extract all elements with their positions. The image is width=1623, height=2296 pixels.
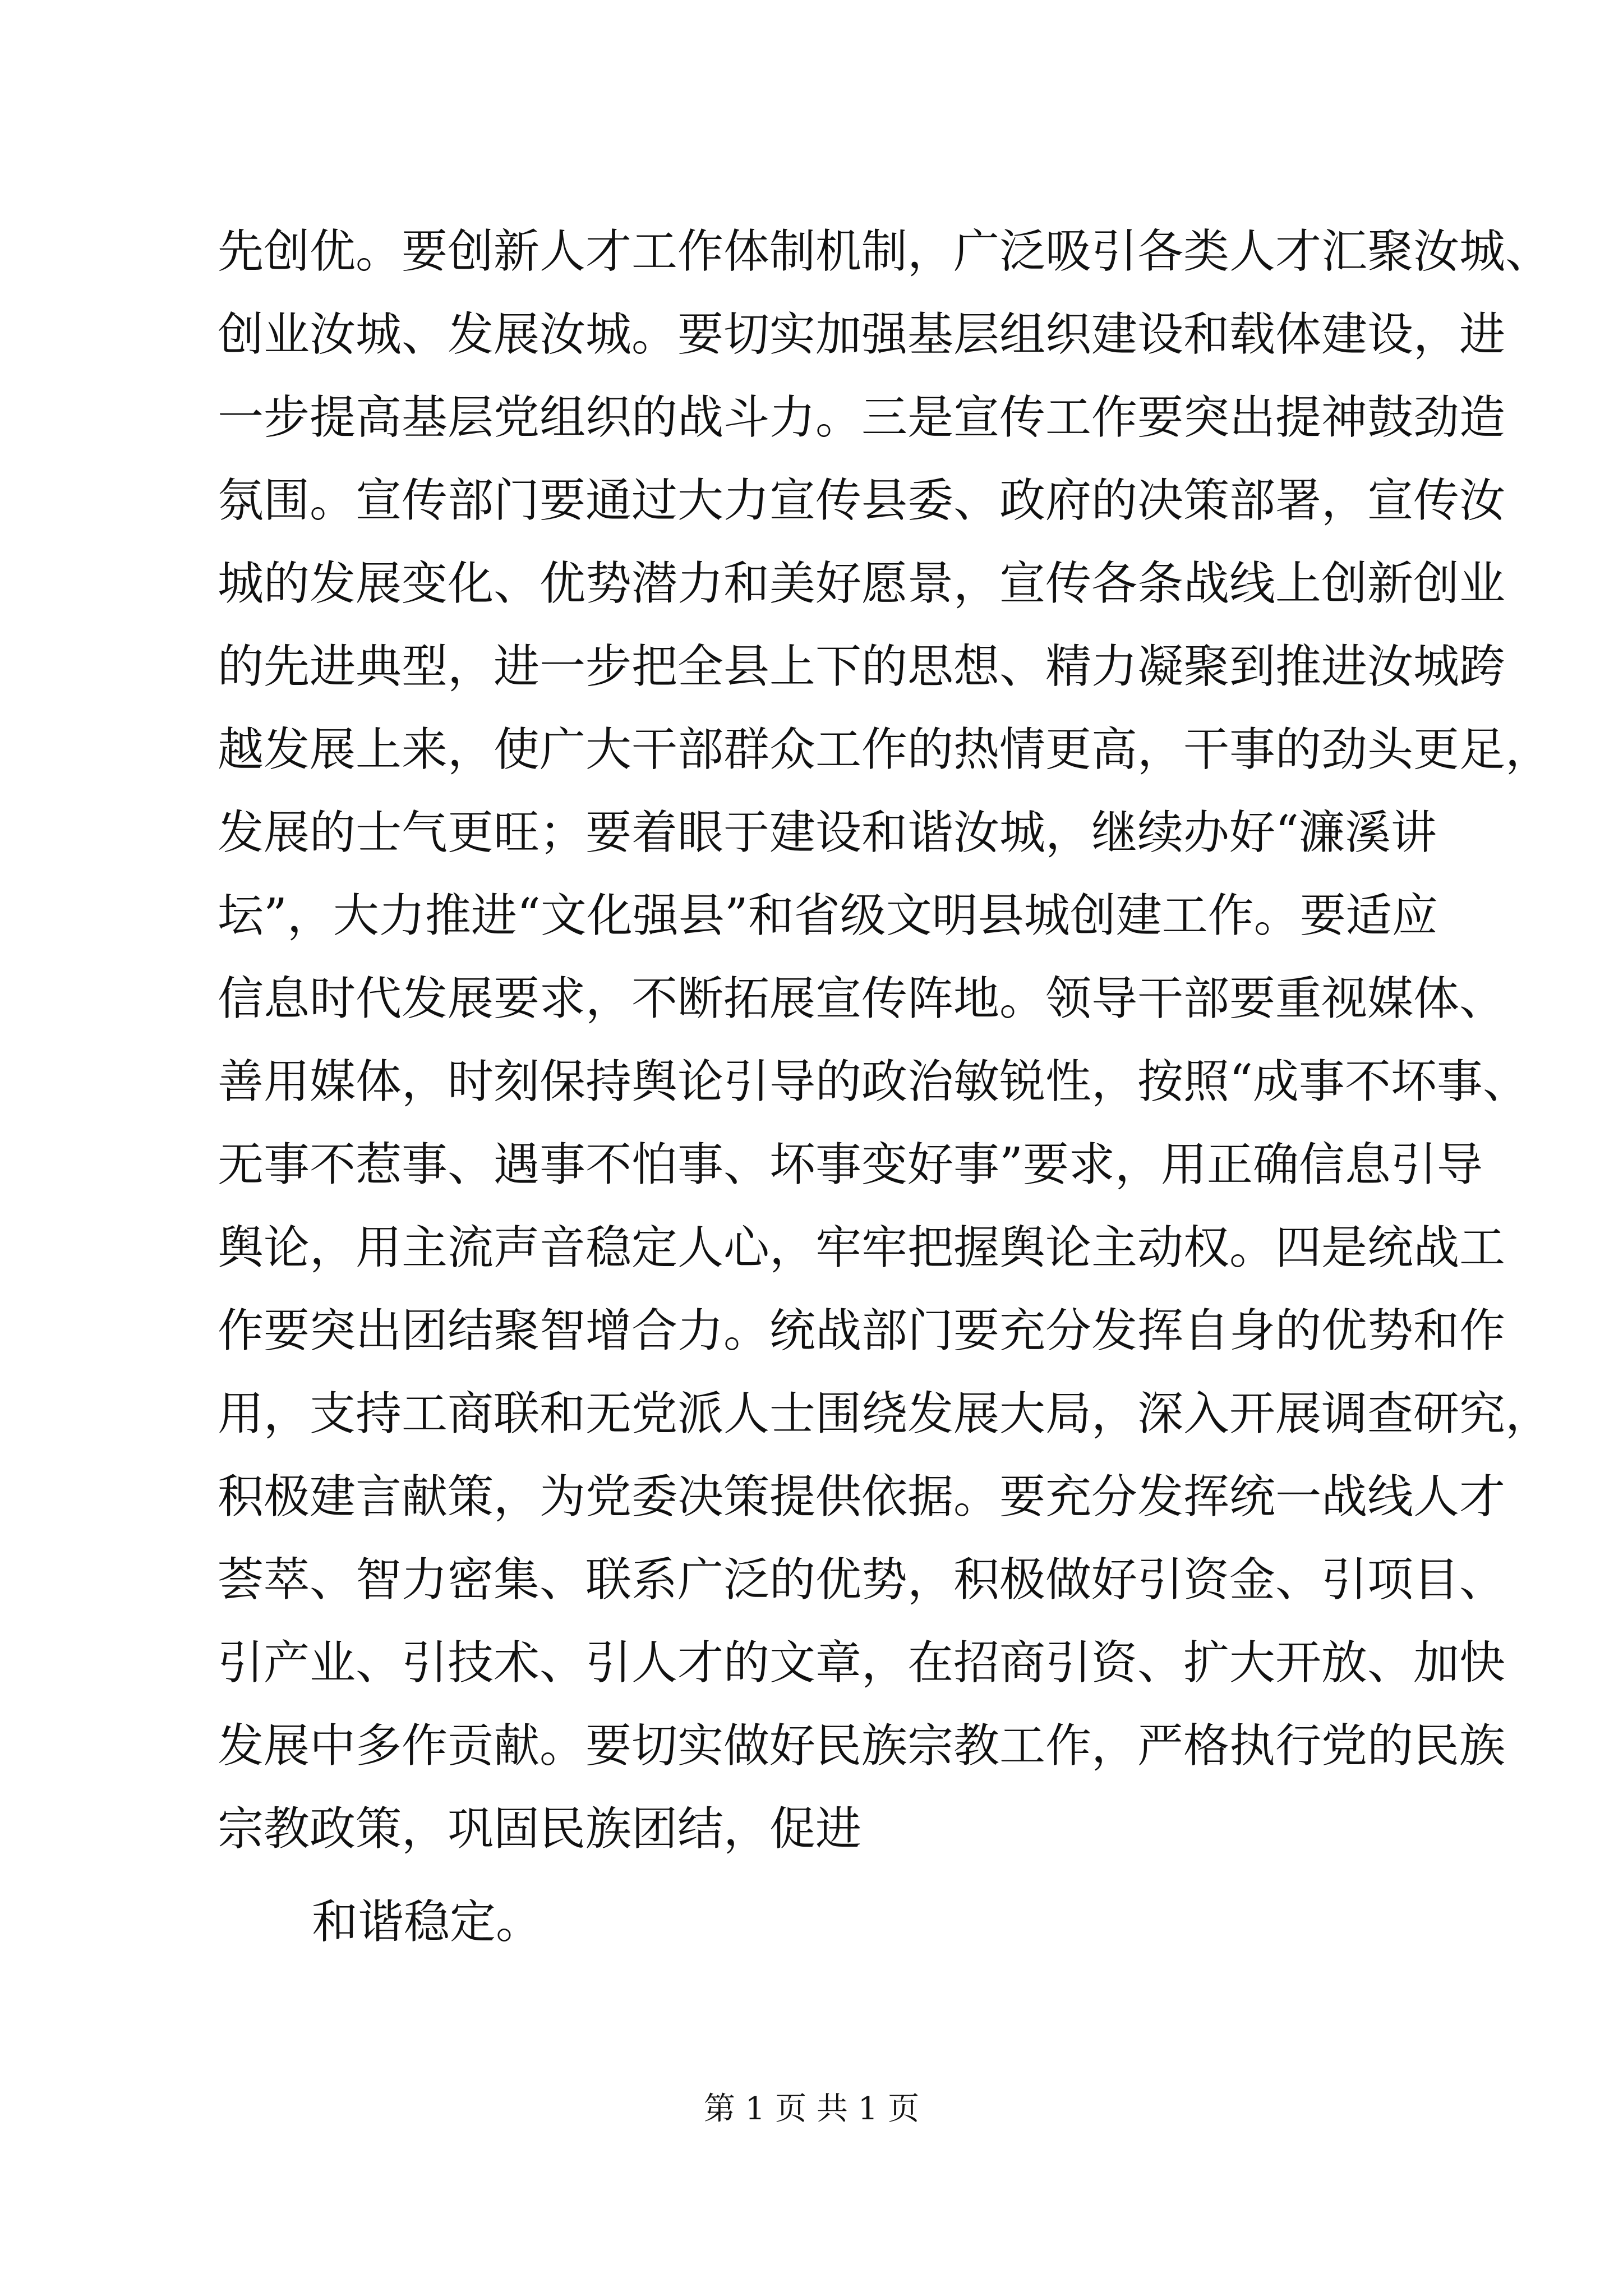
page-footer: 第 1 页 共 1 页: [703, 2091, 920, 2127]
text-line: 善用媒体，时刻保持舆论引导的政治敏锐性，按照“成事不坏事、: [218, 1055, 1529, 1108]
closing-line: 和谐稳定。: [312, 1895, 542, 1949]
text-line: 引产业、引技术、引人才的文章，在招商引资、扩大开放、加快: [218, 1636, 1506, 1690]
text-line: 舆论，用主流声音稳定人心，牢牢把握舆论主动权。四是统战工: [218, 1221, 1506, 1274]
text-line: 的先进典型，进一步把全县上下的思想、精力凝聚到推进汝城跨: [218, 640, 1506, 693]
body-text: [218, 210, 1552, 1964]
text-line: 用，支持工商联和无党派人士围绕发展大局，深入开展调查研究，: [218, 1387, 1552, 1441]
text-line: 积极建言献策，为党委决策提供依据。要充分发挥统一战线人才: [218, 1470, 1506, 1524]
text-line: 信息时代发展要求，不断拓展宣传阵地。领导干部要重视媒体、: [218, 972, 1506, 1025]
text-line: 无事不惹事、遇事不怕事、坏事变好事”要求，用正确信息引导: [218, 1138, 1483, 1191]
text-line: 先创优。要创新人才工作体制机制，广泛吸引各类人才汇聚汝城、: [218, 225, 1552, 278]
text-line: 氛围。宣传部门要通过大力宣传县委、政府的决策部署，宣传汝: [218, 474, 1506, 527]
text-line: 坛”，大力推进“文化强县”和省级文明县城创建工作。要适应: [218, 889, 1438, 942]
text-line: 作要突出团结聚智增合力。统战部门要充分发挥自身的优势和作: [218, 1304, 1506, 1358]
text-line: 城的发展变化、优势潜力和美好愿景，宣传各条战线上创新创业: [218, 557, 1506, 610]
text-line: 越发展上来，使广大干部群众工作的热情更高，干事的劲头更足，: [218, 723, 1552, 776]
text-line: 创业汝城、发展汝城。要切实加强基层组织建设和载体建设，进: [218, 308, 1506, 361]
text-line: 荟萃、智力密集、联系广泛的优势，积极做好引资金、引项目、: [218, 1553, 1506, 1607]
text-line: 发展中多作贡献。要切实做好民族宗教工作，严格执行党的民族: [218, 1719, 1506, 1773]
text-line: 发展的士气更旺；要着眼于建设和谐汝城，继续办好“濂溪讲: [218, 806, 1437, 859]
text-line: 一步提高基层党组织的战斗力。三是宣传工作要突出提神鼓劲造: [218, 391, 1506, 444]
text-line: 宗教政策，巩固民族团结，促进: [218, 1802, 862, 1856]
